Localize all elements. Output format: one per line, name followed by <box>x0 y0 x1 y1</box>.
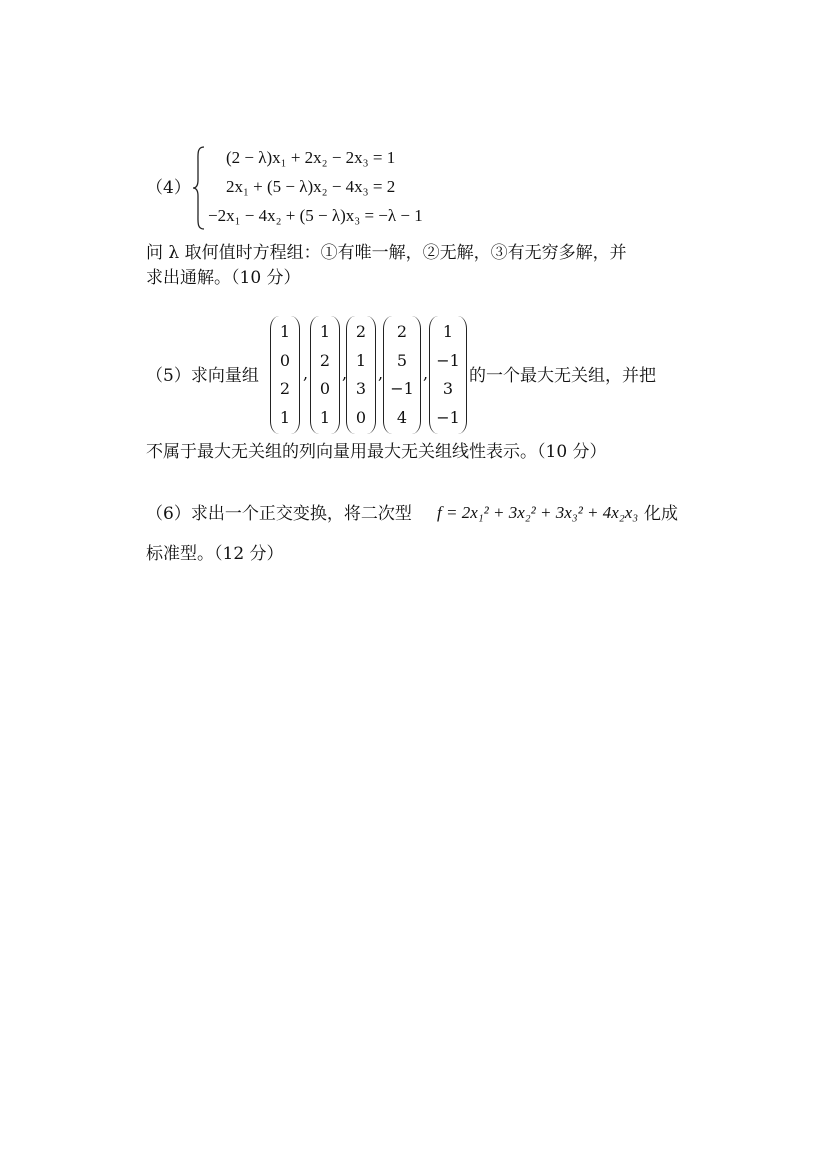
vector-2-entry-4: 1 <box>319 408 331 427</box>
problem-5-text-after: 的一个最大无关组，并把 <box>469 366 656 386</box>
equation-3: −2x₁ − 4x₂ + (5 − λ)x₃ = −λ − 1 <box>208 206 423 225</box>
problem-4-question-line-1: 问 λ 取何值时方程组：①有唯一解，②无解，③有无穷多解，并 <box>146 243 627 263</box>
problem-4-question-line-2: 求出通解。（10 分） <box>146 268 301 288</box>
vector-1-entry-1: 1 <box>279 322 291 341</box>
problem-5-label: （5）求向量组 <box>146 366 259 386</box>
vector-3 <box>346 316 376 434</box>
quadratic-form-formula: f = 2x₁² + 3x₂² + 3x₃² + 4x₂x₃ <box>437 503 639 522</box>
vector-3-entry-4: 0 <box>355 408 367 427</box>
system-brace <box>192 146 206 230</box>
problem-5-question-line-2: 不属于最大无关组的列向量用最大无关组线性表示。（10 分） <box>146 442 607 462</box>
vector-1-entry-4: 1 <box>279 408 291 427</box>
problem-4-label: （4） <box>146 178 191 198</box>
vector-separator: , <box>378 364 384 383</box>
vector-1-entry-2: 0 <box>279 351 291 370</box>
vector-3-entry-1: 2 <box>355 322 367 341</box>
problem-6-question-line-2: 标准型。（12 分） <box>146 544 284 564</box>
vector-5-entry-4: −1 <box>436 408 460 427</box>
vector-2-entry-1: 1 <box>319 322 331 341</box>
vector-4-entry-3: −1 <box>390 379 414 398</box>
vector-2 <box>310 316 340 434</box>
vector-5-entry-1: 1 <box>442 322 454 341</box>
vector-1-entry-3: 2 <box>279 379 291 398</box>
vector-4-entry-2: 5 <box>396 351 408 370</box>
vector-3-entry-3: 3 <box>355 379 367 398</box>
vector-4 <box>383 316 421 434</box>
vector-1 <box>270 316 300 434</box>
vector-4-entry-4: 4 <box>396 408 408 427</box>
vector-2-entry-3: 0 <box>319 379 331 398</box>
equation-2: 2x₁ + (5 − λ)x₂ − 4x₃ = 2 <box>226 177 396 196</box>
problem-6-text-before: （6）求出一个正交变换，将二次型 <box>146 504 412 524</box>
vector-5 <box>429 316 467 434</box>
problem-6-text-after: 化成 <box>644 504 678 524</box>
vector-separator: , <box>423 364 429 383</box>
vector-3-entry-2: 1 <box>355 351 367 370</box>
vector-separator: , <box>303 364 309 383</box>
vector-4-entry-1: 2 <box>396 322 408 341</box>
vector-5-entry-2: −1 <box>436 351 460 370</box>
vector-separator: , <box>342 364 348 383</box>
equation-1: (2 − λ)x₁ + 2x₂ − 2x₃ = 1 <box>226 148 396 167</box>
vector-2-entry-2: 2 <box>319 351 331 370</box>
vector-5-entry-3: 3 <box>442 379 454 398</box>
